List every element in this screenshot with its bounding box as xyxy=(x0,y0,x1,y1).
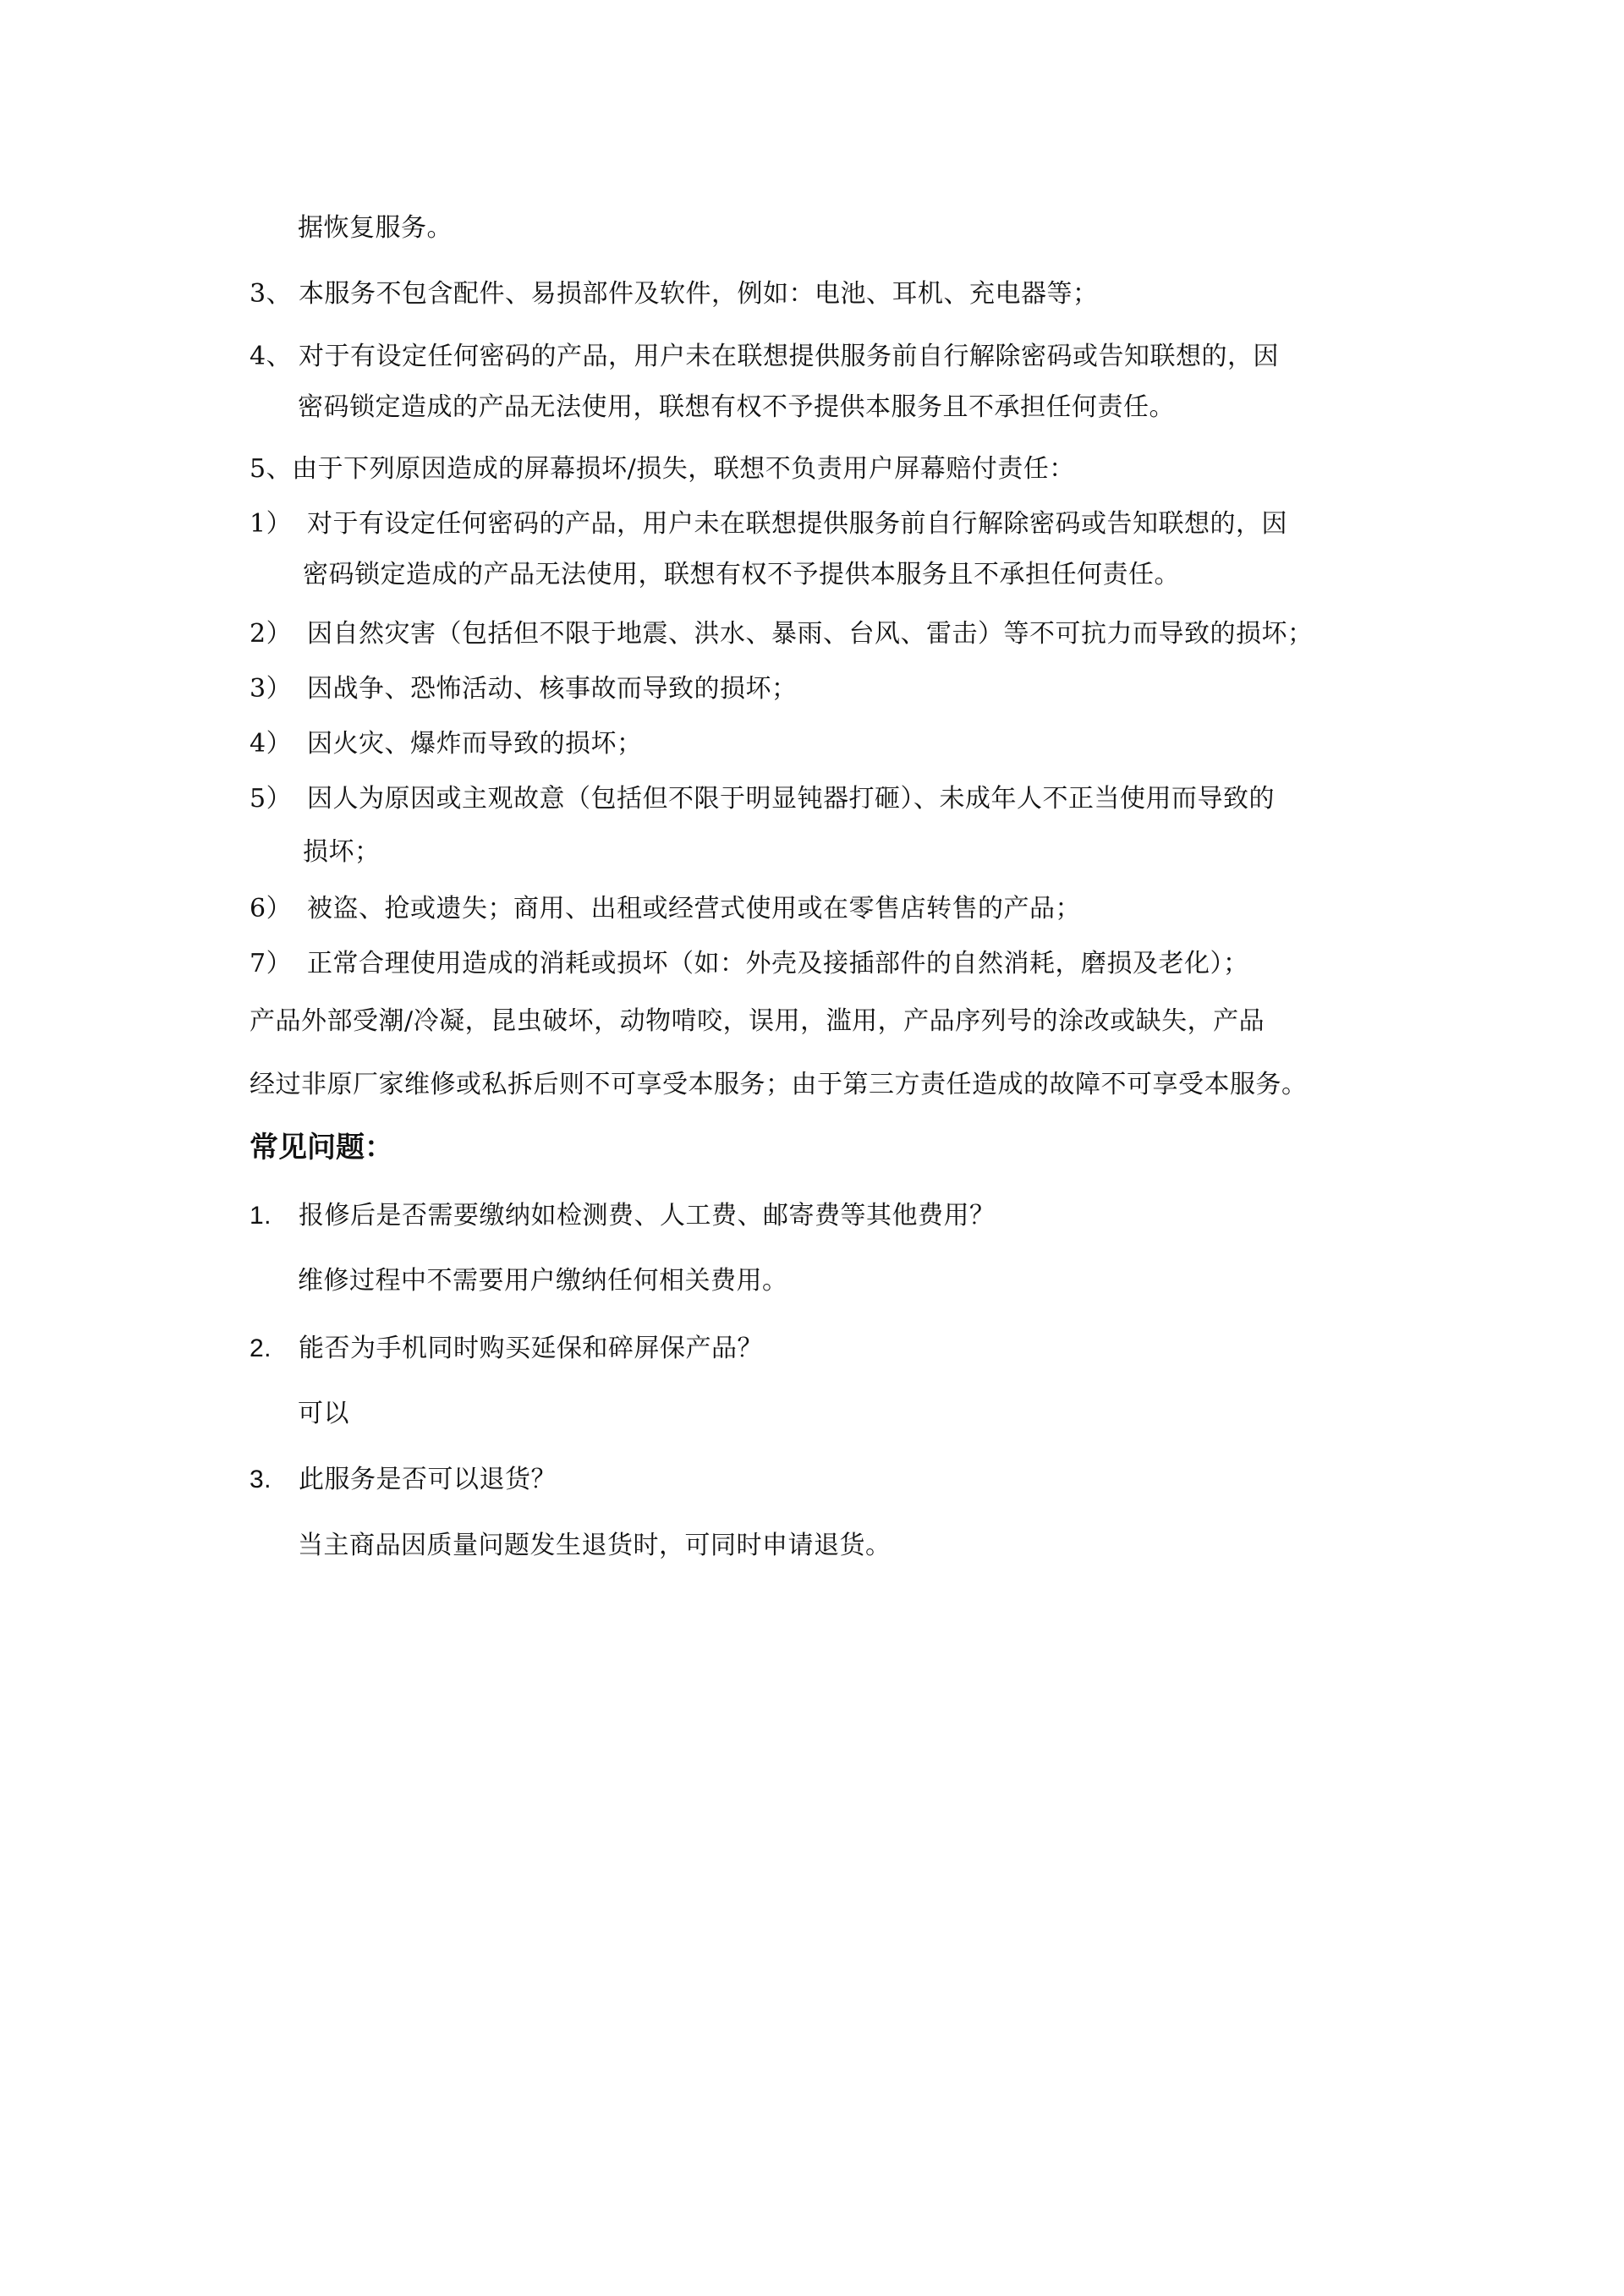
sub-item-text: 因人为原因或主观故意（包括但不限于明显钝器打砸）、未成年人不正当使用而导致的 xyxy=(307,784,1275,814)
faq-heading: 常见问题： xyxy=(250,1131,393,1164)
faq-question-text: 报修后是否需要缴纳如检测费、人工费、邮寄费等其他费用？ xyxy=(299,1201,996,1230)
sub-item-3 xyxy=(250,672,798,706)
sub-item-text: 因战争、恐怖活动、核事故而导致的损坏； xyxy=(307,674,798,704)
faq-question-2 xyxy=(250,1332,763,1366)
sub-item-text: 正常合理使用造成的消耗或损坏（如：外壳及接插部件的自然消耗，磨损及老化）； xyxy=(307,949,1249,978)
faq-answer-1: 维修过程中不需要用户缴纳任何相关费用。 xyxy=(298,1266,788,1296)
faq-question-text: 能否为手机同时购买延保和碎屏保产品？ xyxy=(299,1334,763,1363)
faq-question-3 xyxy=(250,1463,557,1497)
sub-item-7 xyxy=(250,947,1249,981)
exclusion-paragraph-line-2: 经过非原厂家维修或私拆后则不可享受本服务；由于第三方责任造成的故障不可享受本服务。 xyxy=(250,1070,1308,1099)
sub-item-5-continuation: 损坏； xyxy=(303,837,381,867)
sub-item-6 xyxy=(250,892,1081,926)
clause-4 xyxy=(250,340,1279,374)
sub-item-number: 6） xyxy=(250,894,293,923)
clause-number: 3、 xyxy=(250,279,293,309)
sub-item-number: 5） xyxy=(250,784,293,814)
sub-item-text: 对于有设定任何密码的产品，用户未在联想提供服务前自行解除密码或告知联想的，因 xyxy=(307,509,1287,539)
clause-number: 4、 xyxy=(250,342,293,371)
sub-item-number: 2） xyxy=(250,619,293,649)
faq-number: 2. xyxy=(250,1334,272,1362)
faq-question-text: 此服务是否可以退货？ xyxy=(299,1465,557,1494)
sub-item-2 xyxy=(250,617,1314,651)
clause-3 xyxy=(250,277,1099,311)
sub-item-number: 1） xyxy=(250,509,293,539)
sub-item-4 xyxy=(250,727,643,761)
continuation-line: 据恢复服务。 xyxy=(298,213,453,243)
sub-item-number: 4） xyxy=(250,729,293,759)
sub-item-text: 被盗、抢或遗失；商用、出租或经营式使用或在零售店转售的产品； xyxy=(307,894,1081,923)
sub-item-text: 因自然灾害（包括但不限于地震、洪水、暴雨、台风、雷击）等不可抗力而导致的损坏； xyxy=(307,619,1314,649)
sub-item-number: 3） xyxy=(250,674,293,704)
faq-answer-3: 当主商品因质量问题发生退货时，可同时申请退货。 xyxy=(298,1531,892,1560)
faq-answer-2: 可以 xyxy=(298,1399,349,1428)
clause-text: 本服务不包含配件、易损部件及软件，例如：电池、耳机、充电器等； xyxy=(299,279,1099,309)
exclusion-paragraph-line-1: 产品外部受潮/冷凝，昆虫破坏，动物啃咬，误用，滥用，产品序列号的涂改或缺失，产品 xyxy=(250,1006,1265,1036)
sub-item-5 xyxy=(250,782,1275,816)
faq-number: 1. xyxy=(250,1202,272,1230)
sub-item-1-continuation: 密码锁定造成的产品无法使用，联想有权不予提供本服务且不承担任何责任。 xyxy=(303,560,1180,589)
clause-4-continuation: 密码锁定造成的产品无法使用，联想有权不予提供本服务且不承担任何责任。 xyxy=(298,392,1175,422)
faq-number: 3. xyxy=(250,1466,272,1493)
clause-text: 对于有设定任何密码的产品，用户未在联想提供服务前自行解除密码或告知联想的，因 xyxy=(299,342,1279,371)
sub-item-1 xyxy=(250,507,1287,541)
clause-5: 5、由于下列原因造成的屏幕损坏/损失，联想不负责用户屏幕赔付责任： xyxy=(250,454,1075,484)
sub-item-number: 7） xyxy=(250,949,293,978)
sub-item-text: 因火灾、爆炸而导致的损坏； xyxy=(307,729,643,759)
faq-question-1 xyxy=(250,1199,996,1233)
